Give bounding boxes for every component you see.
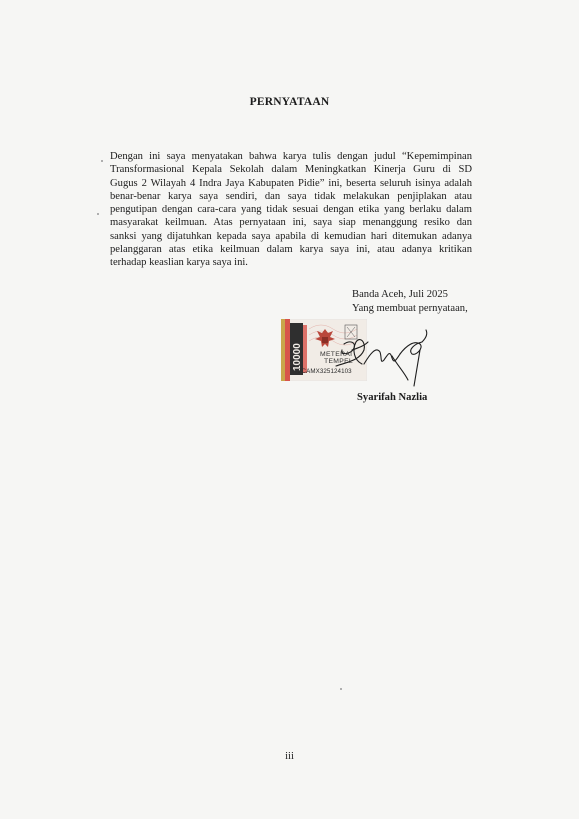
statement-line: Transformasional Kepala Sekolah dalam Meningkatkan Kinerja Guru di SD xyxy=(110,164,472,176)
statement-line: sanksi yang dijatuhkan kepada saya apabila di kemudian hari ditemukan adanya xyxy=(110,230,472,242)
statement-line: Gugus 2 Wilayah 4 Indra Jaya Kabupaten Pidie” ini, beserta seluruh isinya adalah xyxy=(110,177,472,189)
statement-line: pengutipan dengan cara-cara yang tidak sesuai dengan etika yang berlaku dalam xyxy=(110,204,472,216)
stamp-label: TEMPEL xyxy=(324,358,353,365)
statement-line: Dengan ini saya menyatakan bahwa karya tulis dengan judul “Kepemimpinan xyxy=(110,151,472,162)
statement-line: benar-benar karya saya sendiri, dan saya tidak melakukan penjiplakan atau xyxy=(110,190,472,202)
signer-name: Syarifah Nazlia xyxy=(357,392,428,403)
scan-speck xyxy=(340,688,342,690)
maker-label: Yang membuat pernyataan, xyxy=(352,303,468,314)
document-title: PERNYATAAN xyxy=(249,96,330,108)
place-date: Banda Aceh, Juli 2025 xyxy=(352,289,448,300)
scan-speck xyxy=(101,160,103,162)
svg-text:10000: 10000 xyxy=(292,343,303,371)
page-number: iii xyxy=(285,751,294,762)
stamp-serial: 3CAMX325124103 xyxy=(298,368,352,375)
statement-paragraph xyxy=(110,150,472,270)
scan-speck xyxy=(97,213,99,215)
statement-line: masyarakat keilmuan. Atas pernyataan ini, saya siap menanggung resiko dan xyxy=(110,217,472,229)
stamp-label: METERAI xyxy=(320,351,353,358)
statement-line: pelanggaran atas etika keilmuan dalam karya saya ini, atau adanya kritikan xyxy=(110,244,472,256)
handwritten-signature xyxy=(330,320,450,390)
statement-line: terhadap keaslian karya saya ini. xyxy=(110,257,248,269)
